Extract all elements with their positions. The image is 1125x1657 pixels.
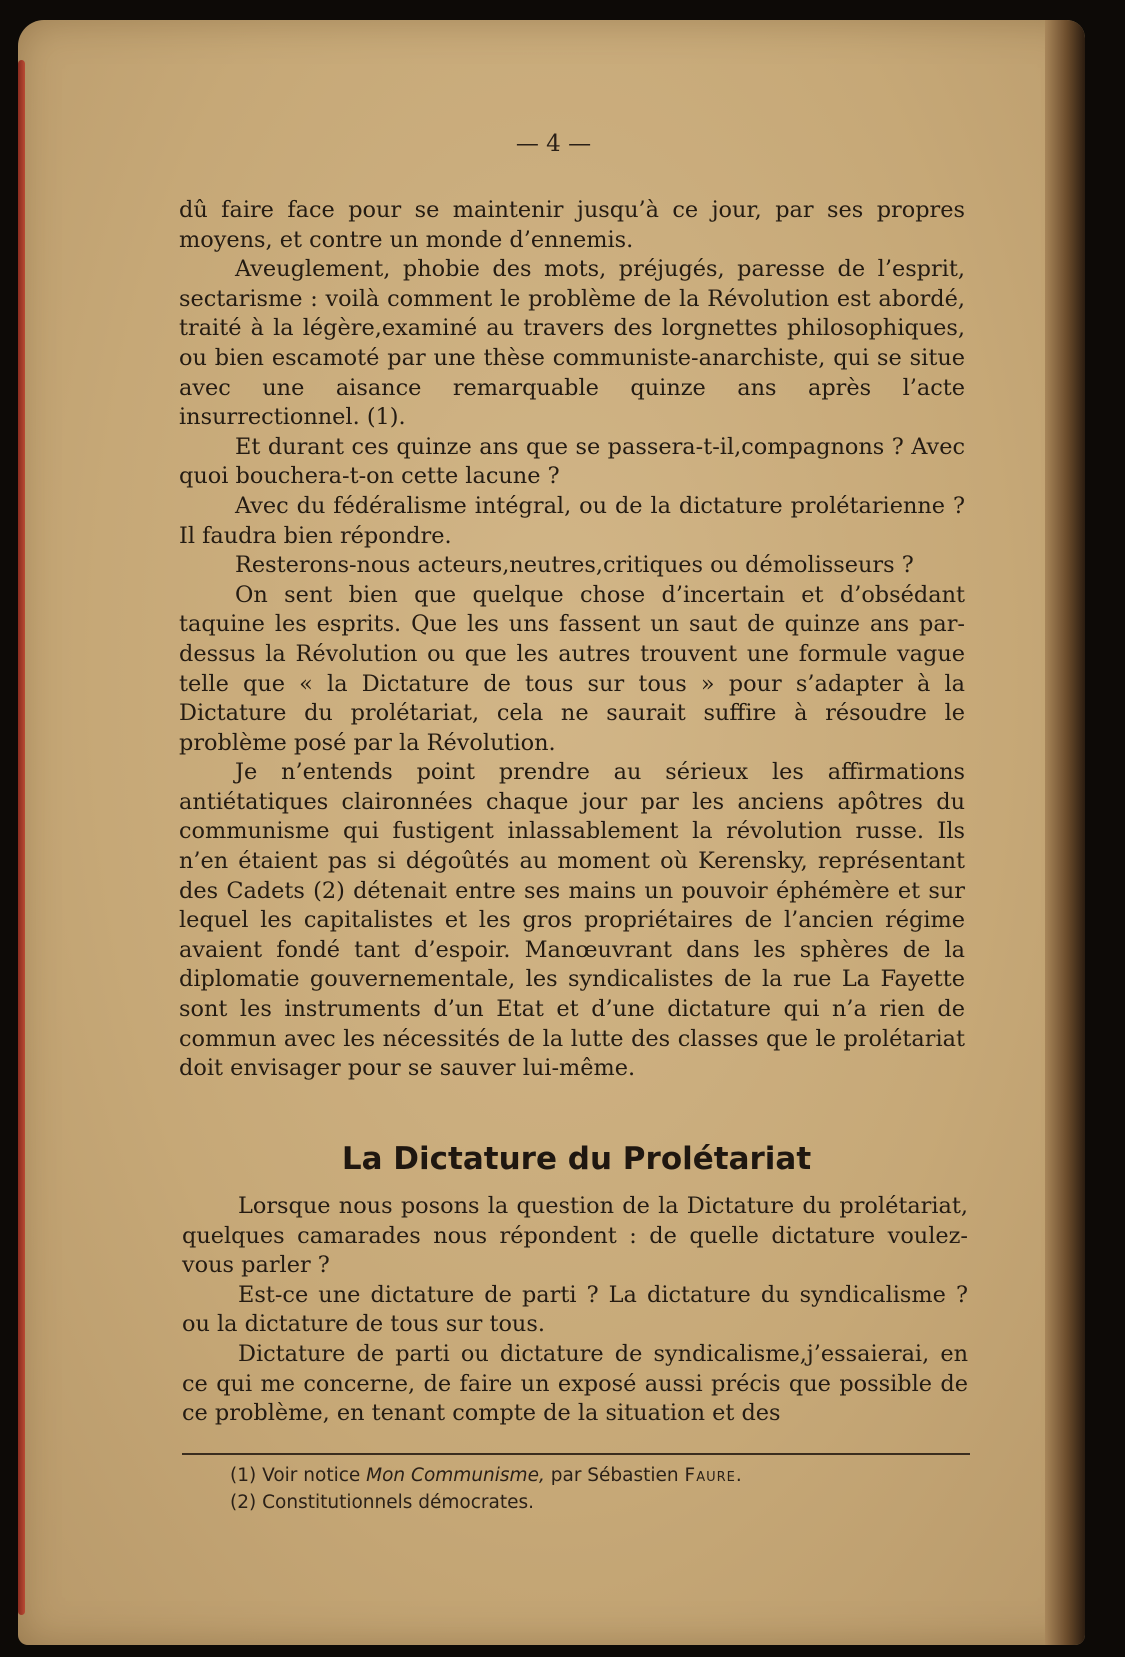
- footnote-2: [230, 1489, 950, 1516]
- paragraph: On sent bien que quelque chose d’incertain et d’obsédant taquine les esprits. Que les uns fassent un saut de quinze ans par-dessus la Révolution ou que les autres trouvent une formule vague telle que « la Dictature de tous sur tous » pour s’adapter à la Dictature du prolétariat, cela ne saurait suffire à résoudre le problème posé par la Révolution.: [179, 581, 965, 756]
- footnote-author: Faure.: [684, 1465, 743, 1486]
- page-edge: [18, 60, 25, 1615]
- footnote-text: Constitutionnels démocrates.: [262, 1492, 535, 1513]
- main-text: [179, 196, 965, 1084]
- paragraph: dû faire face pour se maintenir jusqu’à ce jour, par ses propres moyens, et contre un monde d’ennemis.: [179, 197, 965, 253]
- footnote-text: Voir notice: [262, 1465, 361, 1486]
- page-number: — 4 —: [515, 131, 592, 157]
- paragraph: Et durant ces quinze ans que se passera-t-il,compagnons ? Avec quoi bouchera-t-on cette lacune ?: [179, 433, 965, 490]
- paragraph: Aveuglement, phobie des mots, préjugés, paresse de l’esprit, sectarisme : voilà comment le problème de la Révolution est abordé, traité à la légère,examiné au travers des lorgnettes philosophiques, ou bien escamoté par une thèse communiste-anarchiste, qui se situe avec une aisance remarquable quinze ans après l’acte insurrectionnel. (1).: [179, 256, 965, 431]
- paragraph: Avec du fédéralisme intégral, ou de la dictature prolétarienne ? Il faudra bien répondre.: [179, 492, 965, 549]
- paragraph: Resterons-nous acteurs,neutres,critiques ou démolisseurs ?: [235, 552, 914, 579]
- paragraph: Je n’entends point prendre au sérieux les affirmations antiétatiques claironnées chaque jour par les anciens apôtres du communisme qui fustigent inlassablement la révolution russe. Ils n’en étaient pas si dégoûtés au moment où Kerensky, représentant des Cadets (2) détenait entre ses mains un pouvoir éphémère et sur lequel les capitalistes et les gros propriétaires de l’ancien régime avaient fondé tant d’espoir. Manœuvrant dans les sphères de la diplomatie gouvernementale, les syndicalistes de la rue La Fayette sont les instruments d’un Etat et d’une dictature qui n’a rien de commun avec les nécessités de la lutte des classes que le prolétariat doit envisager pour se sauver lui-même.: [179, 759, 965, 1082]
- paragraph: Dictature de parti ou dictature de syndicalisme,j’essaierai, en ce qui me concerne, de faire un exposé aussi précis que possible de ce problème, en tenant compte de la situation et des: [182, 1340, 968, 1427]
- footnote-1: [230, 1462, 950, 1489]
- footnote-marker: (2): [230, 1492, 257, 1513]
- paragraph: Lorsque nous posons la question de la Dictature du prolétariat, quelques camarades nous répondent : de quelle dictature voulez-vous parler ?: [182, 1193, 968, 1279]
- footnote-text: par Sébastien: [550, 1465, 679, 1486]
- paragraph: Est-ce une dictature de parti ? La dictature du syndicalisme ? ou la dictature de tous sur tous.: [182, 1281, 968, 1338]
- footnote-work-title: Mon Communisme,: [366, 1465, 545, 1486]
- section-heading: La Dictature du Prolétariat: [341, 1141, 812, 1177]
- section-text: [182, 1192, 968, 1429]
- footnotes: [230, 1462, 950, 1516]
- footnote-marker: (1): [230, 1465, 257, 1486]
- book-spine: [1045, 20, 1085, 1645]
- footnote-divider: [182, 1453, 970, 1455]
